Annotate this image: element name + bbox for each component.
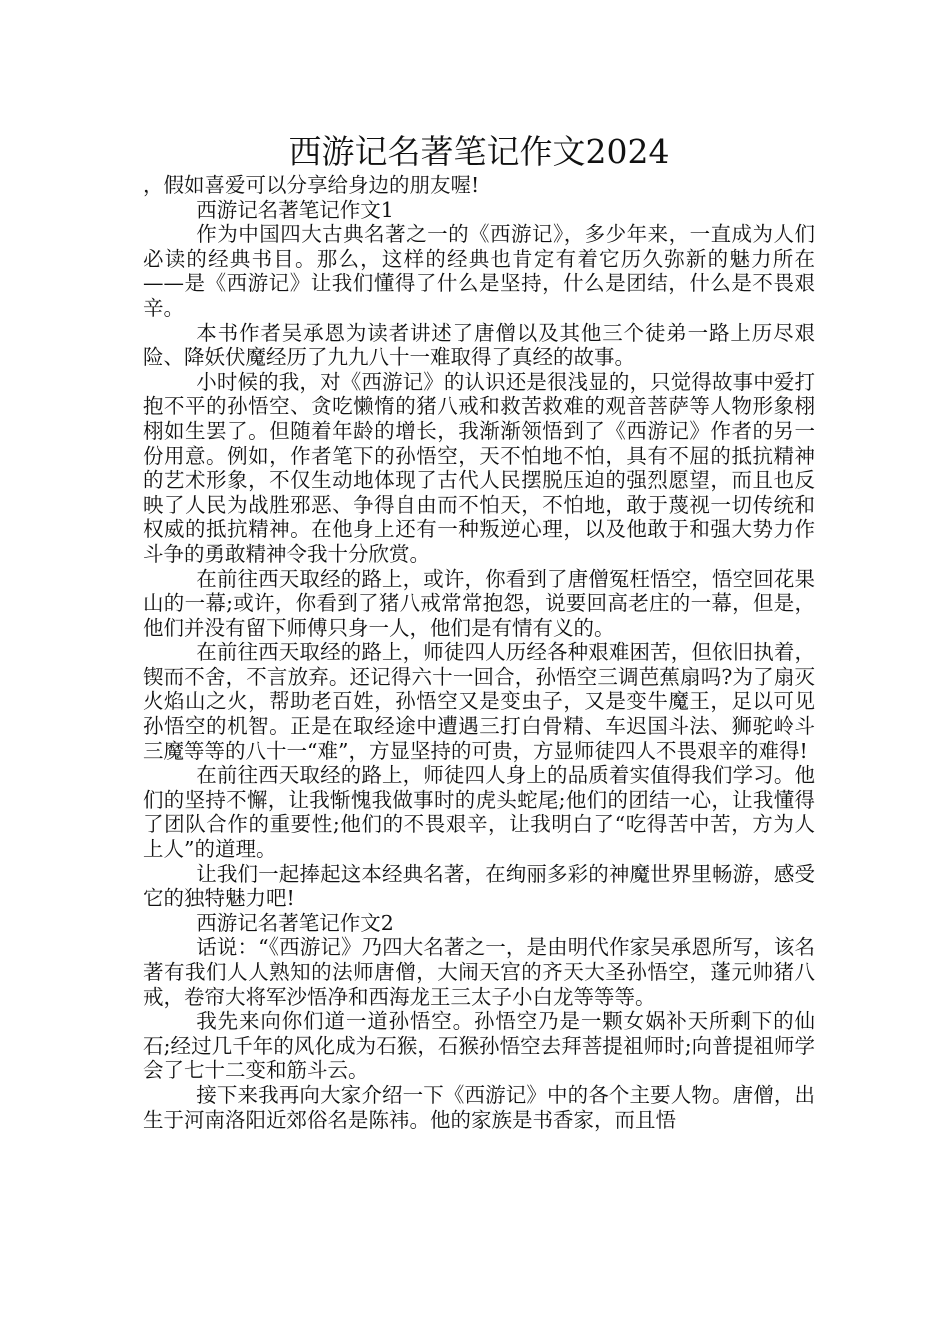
section-2 (143, 911, 815, 1132)
section-heading: 西游记名著笔记作文2 (196, 910, 394, 935)
paragraph: 在前往西天取经的路上，师徒四人历经各种艰难困苦，但依旧执着，锲而不舍，不言放弃。还记得六十一回合，孙悟空三调芭蕉扇吗?为了扇灭火焰山之火，帮助老百姓，孙悟空又是变虫子，又是变牛魔王，足以可见孙悟空的机智。正是在取经途中遭遇三打白骨精、车迟国斗法、狮驼岭斗三魔等等的八十一“难”，方显坚持的可贵，方显师徒四人不畏艰辛的难得! (143, 640, 815, 763)
paragraph: 接下来我再向大家介绍一下《西游记》中的各个主要人物。唐僧，出生于河南洛阳近郊俗名是陈祎。他的家族是书香家，而且悟 (143, 1082, 815, 1132)
paragraph: 在前往西天取经的路上，师徒四人身上的品质着实值得我们学习。他们的坚持不懈，让我惭愧我做事时的虎头蛇尾;他们的团结一心，让我懂得了团队合作的重要性;他们的不畏艰辛，让我明白了“吃得苦中苦，方为人上人”的道理。 (143, 763, 815, 862)
paragraph: 让我们一起捧起这本经典名著，在绚丽多彩的神魔世界里畅游，感受它的独特魅力吧! (143, 861, 815, 911)
paragraph: 本书作者吴承恩为读者讲述了唐僧以及其他三个徒弟一路上历尽艰险、降妖伏魔经历了九九八十一难取得了真经的故事。 (143, 320, 815, 370)
document-page (143, 128, 815, 1132)
intro-text: ，假如喜爱可以分享给身边的朋友喔! (143, 173, 480, 197)
paragraph: 小时候的我，对《西游记》的认识还是很浅显的，只觉得故事中爱打抱不平的孙悟空、贪吃懒惰的猪八戒和救苦救难的观音菩萨等人物形象栩栩如生罢了。但随着年龄的增长，我渐渐领悟到了《西游记》作者的另一份用意。例如，作者笔下的孙悟空，天不怕地不怕，具有不屈的抵抗精神的艺术形象，不仅生动地体现了古代人民摆脱压迫的强烈愿望，而且也反映了人民为战胜邪恶、争得自由而不怕天，不怕地，敢于蔑视一切传统和权威的抵抗精神。在他身上还有一种叛逆心理，以及他敢于和强大势力作斗争的勇敢精神令我十分欣赏。 (143, 369, 815, 566)
paragraph: 在前往西天取经的路上，或许，你看到了唐僧冤枉悟空，悟空回花果山的一幕;或许，你看到了猪八戒常常抱怨，说要回高老庄的一幕，但是，他们并没有留下师傅只身一人，他们是有情有义的。 (143, 566, 815, 640)
paragraph: 话说：“《西游记》乃四大名著之一，是由明代作家吴承恩所写，该名著有我们人人熟知的法师唐僧，大闹天宫的齐天大圣孙悟空，蓬元帅猪八戒，卷帘大将军沙悟净和西海龙王三太子小白龙等等等。 (143, 935, 815, 1009)
paragraph: 作为中国四大古典名著之一的《西游记》，多少年来，一直成为人们必读的经典书目。那么，这样的经典也肯定有着它历久弥新的魅力所在——是《西游记》让我们懂得了什么是坚持，什么是团结，什么是不畏艰辛。 (143, 222, 815, 320)
document-title: 西游记名著笔记作文2024 (288, 132, 670, 171)
section-1 (143, 198, 815, 911)
section-heading: 西游记名著笔记作文1 (196, 197, 394, 222)
paragraph: 我先来向你们道一道孙悟空。孙悟空乃是一颗女娲补天所剩下的仙石;经过几千年的风化成为石猴，石猴孙悟空去拜菩提祖师时;向普提祖师学会了七十二变和筋斗云。 (143, 1009, 815, 1083)
